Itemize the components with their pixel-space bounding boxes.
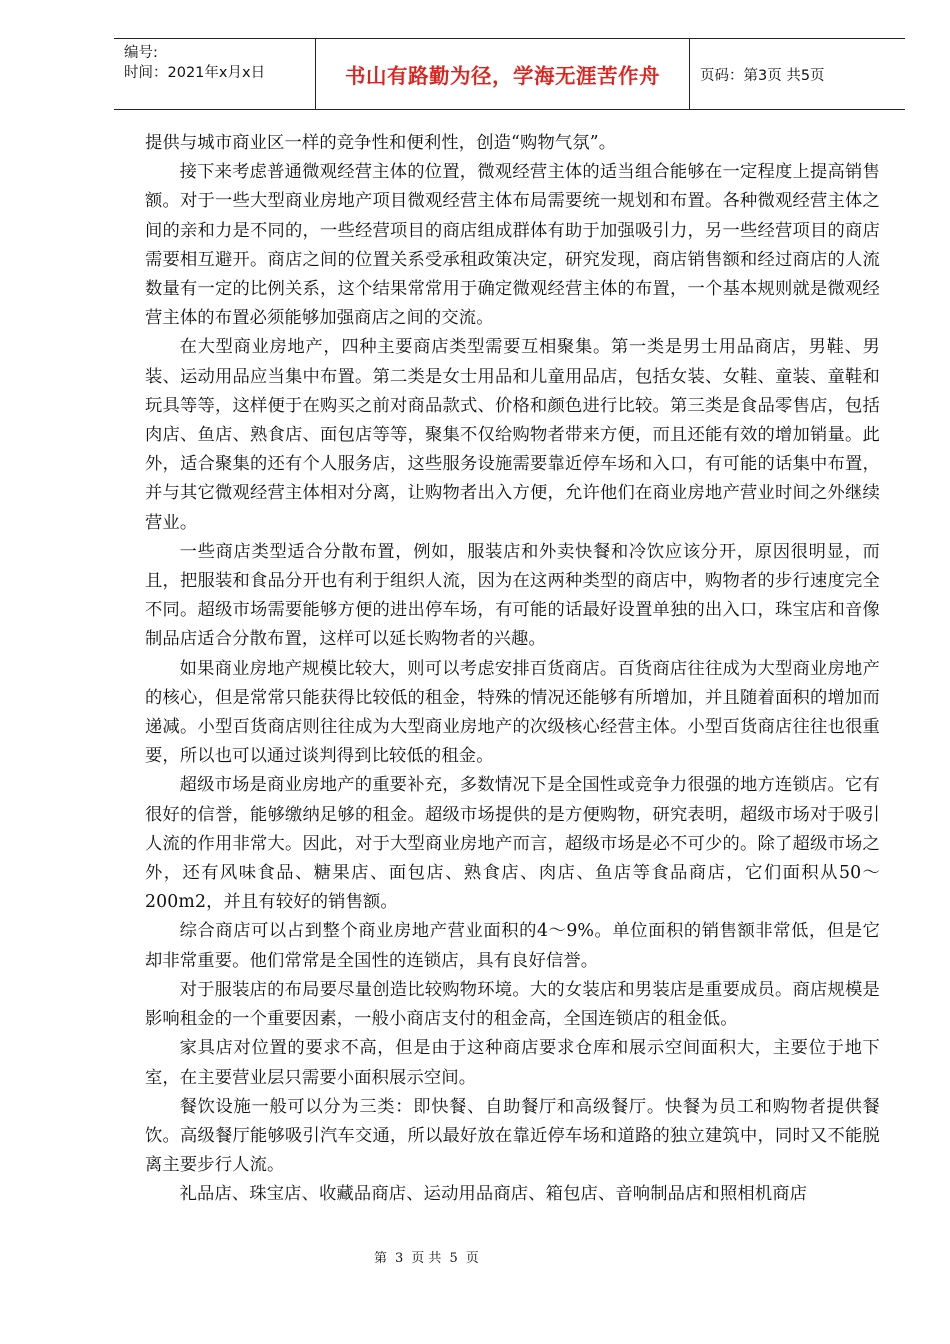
footer-middle: 页 共	[411, 1251, 442, 1266]
paragraph: 接下来考虑普通微观经营主体的位置，微观经营主体的适当组合能够在一定程度上提高销售额。对于一些大型商业房地产项目微观经营主体布局需要统一规划和布置。各种微观经营主体之间的亲和力是不同的，一些经营项目的商店组成群体有助于加强吸引力，另一些经营项目的商店需要相互避开。商店之间的位置关系受承租政策决定，研究发现，商店销售额和经过商店的人流数量有一定的比例关系，这个结果常常用于确定微观经营主体的布置，一个基本规则就是微观经营主体的布置必须能够加强商店之间的交流。	[145, 162, 880, 329]
paragraph: 超级市场是商业房地产的重要补充，多数情况下是全国性或竞争力很强的地方连锁店。它有很好的信誉，能够缴纳足够的租金。超级市场提供的是方便购物，研究表明，超级市场对于吸引人流的作用非常大。因此，对于大型商业房地产而言，超级市场是必不可少的。除了超级市场之外，还有风味食品、糖果店、面包店、熟食店、肉店、鱼店等食品商店，它们面积从50～200m2，并且有较好的销售额。	[145, 775, 880, 913]
footer-prefix: 第	[374, 1251, 388, 1266]
footer-page-number: 3	[395, 1251, 404, 1266]
document-time-label: 时间：2021年x月x日	[124, 65, 266, 81]
page-header	[114, 38, 905, 110]
paragraph: 礼品店、珠宝店、收藏品商店、运动用品商店、箱包店、音响制品店和照相机商店	[179, 1184, 808, 1205]
footer-total-pages: 5	[449, 1251, 458, 1266]
paragraph: 如果商业房地产规模比较大，则可以考虑安排百货商店。百货商店往往成为大型商业房地产的核心，但是常常只能获得比较低的租金，特殊的情况还能够有所增加，并且随着面积的增加而递减。小型百货商店则往往成为大型商业房地产的次级核心经营主体。小型百货商店往往也很重要，所以也可以通过谈判得到比较低的租金。	[145, 658, 880, 767]
header-page-info: 页码：第3页 共5页	[700, 67, 825, 84]
paragraph: 在大型商业房地产，四种主要商店类型需要互相聚集。第一类是男士用品商店，男鞋、男装、运动用品应当集中布置。第二类是女士用品和儿童用品店，包括女装、女鞋、童装、童鞋和玩具等等，这样便于在购买之前对商品款式、价格和颜色进行比较。第三类是食品零售店，包括肉店、鱼店、熟食店、面包店等等，聚集不仅给购物者带来方便，而且还能有效的增加销量。此外，适合聚集的还有个人服务店，这些服务设施需要靠近停车场和入口，有可能的话集中布置，并与其它微观经营主体相对分离，让购物者出入方便，允许他们在商业房地产营业时间之外继续营业。	[145, 337, 880, 533]
paragraph: 一些商店类型适合分散布置，例如，服装店和外卖快餐和冷饮应该分开，原因很明显，而且，把服装和食品分开也有利于组织人流，因为在这两种类型的商店中，购物者的步行速度完全不同。超级市场需要能够方便的进出停车场，有可能的话最好设置单独的出入口，珠宝店和音像制品店适合分散布置，这样可以延长购物者的兴趣。	[145, 541, 880, 650]
header-motto-cell	[316, 39, 690, 109]
page-footer	[0, 1247, 950, 1266]
header-meta	[114, 39, 316, 109]
paragraph: 提供与城市商业区一样的竞争性和便利性，创造“购物气氛”。	[145, 133, 617, 153]
document-body	[145, 129, 880, 1210]
paragraph: 餐饮设施一般可以分为三类：即快餐、自助餐厅和高级餐厅。快餐为员工和购物者提供餐饮。高级餐厅能够吸引汽车交通，所以最好放在靠近停车场和道路的独立建筑中，同时又不能脱离主要步行人流。	[145, 1096, 880, 1176]
paragraph: 对于服装店的布局要尽量创造比较购物环境。大的女装店和男装店是重要成员。商店规模是影响租金的一个重要因素，一般小商店支付的租金高，全国连锁店的租金低。	[145, 979, 880, 1030]
document-number-label: 编号:	[124, 45, 158, 61]
header-motto: 书山有路勤为径，学海无涯苦作舟	[345, 64, 660, 88]
paragraph: 家具店对位置的要求不高，但是由于这种商店要求仓库和展示空间面积大，主要位于地下室，在主要营业层只需要小面积展示空间。	[145, 1038, 880, 1088]
footer-suffix: 页	[465, 1251, 479, 1266]
paragraph: 综合商店可以占到整个商业房地产营业面积的4～9%。单位面积的销售额非常低，但是它却非常重要。他们常常是全国性的连锁店，具有良好信誉。	[145, 921, 880, 971]
